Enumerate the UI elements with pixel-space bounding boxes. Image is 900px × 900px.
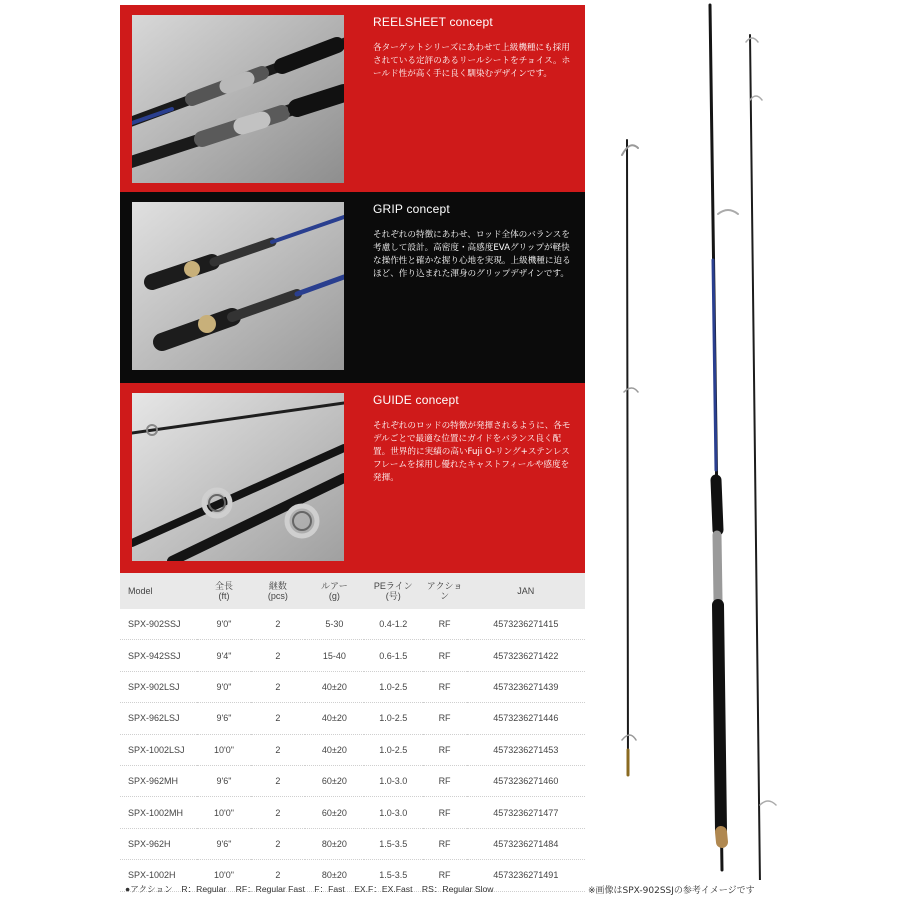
legend-item: RS：Regular Slow xyxy=(421,884,494,894)
cell-jan: 4573236271439 xyxy=(467,671,585,702)
cell-model: SPX-962LSJ xyxy=(120,703,197,734)
grip-panel xyxy=(120,192,585,383)
rod-illustration xyxy=(600,0,900,880)
cell-pe-line: 1.0-3.0 xyxy=(364,765,423,796)
legend-item: ●アクション R：Regular xyxy=(125,884,227,894)
cell-pieces: 2 xyxy=(251,640,305,671)
header-pieces: 継数 (pcs) xyxy=(251,573,305,609)
header-lure: ルアー (g) xyxy=(305,573,364,609)
cell-lure: 80±20 xyxy=(305,860,364,891)
cell-pe-line: 1.0-3.0 xyxy=(364,797,423,828)
cell-pe-line: 0.4-1.2 xyxy=(364,609,423,640)
cell-pe-line: 0.6-1.5 xyxy=(364,640,423,671)
header-jan: JAN xyxy=(467,573,585,609)
cell-model: SPX-962H xyxy=(120,828,197,859)
cell-action: RF xyxy=(423,609,467,640)
cell-pe-line: 1.5-3.5 xyxy=(364,828,423,859)
table-row xyxy=(120,640,585,671)
header-pe-line: PEライン (号) xyxy=(364,573,423,609)
reelseat-panel xyxy=(120,5,585,192)
cell-pieces: 2 xyxy=(251,797,305,828)
panel-description: 各ターゲットシリーズにあわせて上級機種にも採用されている定評のあるリールシートをチョイス。ホールド性が高く手に良く馴染むデザインです。 xyxy=(373,43,571,79)
cell-pe-line: 1.0-2.5 xyxy=(364,703,423,734)
cell-lure: 60±20 xyxy=(305,765,364,796)
header-action: アクショ ン xyxy=(423,573,467,609)
cell-action: RF xyxy=(423,703,467,734)
cell-jan: 4573236271453 xyxy=(467,734,585,765)
cell-lure: 15-40 xyxy=(305,640,364,671)
cell-action: RF xyxy=(423,797,467,828)
cell-pe-line: 1.5-3.5 xyxy=(364,860,423,891)
action-legend xyxy=(125,883,501,895)
cell-jan: 4573236271491 xyxy=(467,860,585,891)
cell-model: SPX-962MH xyxy=(120,765,197,796)
image-note: ※画像はSPX-902SSJの参考イメージです xyxy=(588,886,755,896)
cell-lure: 5-30 xyxy=(305,609,364,640)
cell-pieces: 2 xyxy=(251,828,305,859)
legend-item: F：Fast xyxy=(314,884,345,894)
cell-length: 9'6" xyxy=(197,765,251,796)
cell-lure: 40±20 xyxy=(305,734,364,765)
panel-title: GUIDE concept xyxy=(373,393,459,407)
legend-item: RF：Regular Fast xyxy=(235,884,305,894)
cell-jan: 4573236271422 xyxy=(467,640,585,671)
guide-panel xyxy=(120,383,585,573)
cell-length: 10'0" xyxy=(197,734,251,765)
cell-jan: 4573236271484 xyxy=(467,828,585,859)
cell-action: RF xyxy=(423,640,467,671)
cell-lure: 60±20 xyxy=(305,797,364,828)
header-length: 全長 (ft) xyxy=(197,573,251,609)
cell-length: 9'0" xyxy=(197,609,251,640)
cell-jan: 4573236271415 xyxy=(467,609,585,640)
table-row xyxy=(120,734,585,765)
table-row xyxy=(120,671,585,702)
cell-length: 10'0" xyxy=(197,797,251,828)
spec-table xyxy=(120,573,585,892)
panel-title: REELSHEET concept xyxy=(373,15,493,29)
cell-jan: 4573236271446 xyxy=(467,703,585,734)
cell-pieces: 2 xyxy=(251,765,305,796)
table-row xyxy=(120,797,585,828)
table-row xyxy=(120,609,585,640)
cell-action: RF xyxy=(423,860,467,891)
cell-lure: 40±20 xyxy=(305,703,364,734)
cell-pe-line: 1.0-2.5 xyxy=(364,671,423,702)
cell-lure: 40±20 xyxy=(305,671,364,702)
panel-description: それぞれの特徴にあわせ、ロッド全体のバランスを考慮して設計。高密度・高感度EVAグリップが軽快な操作性と確かな握り心地を実現。上級機種に迫るほど、作り込まれた渾身のグリップデザインです。 xyxy=(373,230,571,279)
cell-length: 9'6" xyxy=(197,828,251,859)
cell-model: SPX-1002H xyxy=(120,860,197,891)
cell-jan: 4573236271460 xyxy=(467,765,585,796)
table-row xyxy=(120,765,585,796)
table-row xyxy=(120,828,585,859)
cell-pieces: 2 xyxy=(251,860,305,891)
cell-action: RF xyxy=(423,765,467,796)
cell-pieces: 2 xyxy=(251,609,305,640)
cell-model: SPX-902SSJ xyxy=(120,609,197,640)
cell-jan: 4573236271477 xyxy=(467,797,585,828)
cell-pe-line: 1.0-2.5 xyxy=(364,734,423,765)
cell-action: RF xyxy=(423,734,467,765)
cell-model: SPX-942SSJ xyxy=(120,640,197,671)
reel-seat-photo xyxy=(132,15,344,183)
cell-action: RF xyxy=(423,671,467,702)
cell-model: SPX-902LSJ xyxy=(120,671,197,702)
guide-photo xyxy=(132,393,344,561)
cell-pieces: 2 xyxy=(251,734,305,765)
panel-description: それぞれのロッドの特徴が発揮されるように、各モデルごとで最適な位置にガイドをバランス良く配置。世界的に実績の高いFuji O-リング+ステンレスフレームを採用し優れたキャストフィールや感度を発揮。 xyxy=(373,421,571,483)
cell-length: 9'4" xyxy=(197,640,251,671)
cell-action: RF xyxy=(423,828,467,859)
cell-pieces: 2 xyxy=(251,671,305,702)
table-header-row xyxy=(120,573,585,609)
header-model: Model xyxy=(120,573,197,609)
cell-pieces: 2 xyxy=(251,703,305,734)
cell-length: 10'0" xyxy=(197,860,251,891)
grip-photo xyxy=(132,202,344,370)
cell-model: SPX-1002LSJ xyxy=(120,734,197,765)
table-row xyxy=(120,703,585,734)
legend-item: EX.F：EX.Fast xyxy=(354,884,413,894)
panel-title: GRIP concept xyxy=(373,202,450,216)
cell-lure: 80±20 xyxy=(305,828,364,859)
cell-length: 9'6" xyxy=(197,703,251,734)
cell-model: SPX-1002MH xyxy=(120,797,197,828)
cell-length: 9'0" xyxy=(197,671,251,702)
